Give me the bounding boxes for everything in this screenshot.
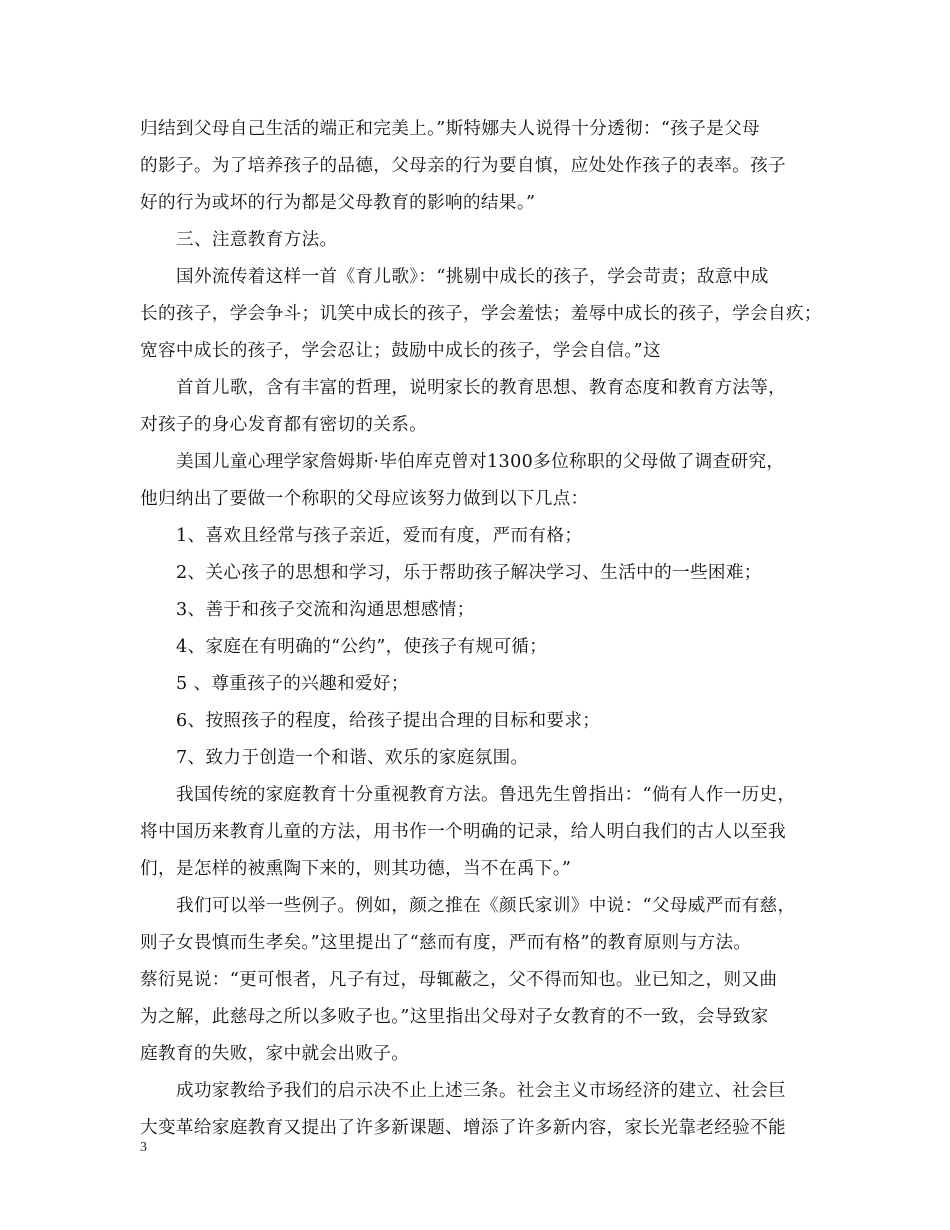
text-line: 他归纳出了要做一个称职的父母应该努力做到以下几点： <box>140 489 589 509</box>
text-line: 我们可以举一些例子。例如，颜之推在《颜氏家训》中说：“父母威严而有慈， <box>176 896 796 916</box>
list-item: 3、善于和孩子交流和沟通思想感情； <box>176 600 475 620</box>
list-item: 7、致力于创造一个和谐、欢乐的家庭氛围。 <box>176 748 529 768</box>
text-line: 将中国历来教育儿童的方法，用书作一个明确的记录，给人明白我们的古人以至我 <box>140 822 786 842</box>
text-line: 长的孩子，学会争斗；讥笑中成长的孩子，学会羞怯；羞辱中成长的孩子，学会自疚； <box>140 304 822 324</box>
text-line: 首首儿歌，含有丰富的哲理，说明家长的教育思想、教育态度和教育方法等， <box>176 378 787 398</box>
text-line: 宽容中成长的孩子，学会忍让；鼓励中成长的孩子，学会自信。”这 <box>140 341 661 361</box>
text-line: 的影子。为了培养孩子的品德，父母亲的行为要自慎，应处处作孩子的表率。孩子 <box>140 156 786 176</box>
text-line: 则子女畏慎而生孝矣。”这里提出了“慈而有度，严而有格”的教育原则与方法。 <box>140 933 752 953</box>
section-heading: 三、注意教育方法。 <box>176 230 338 250</box>
text-line: 归结到父母自己生活的端正和完美上。”斯特娜夫人说得十分透彻：“孩子是父母 <box>140 119 760 139</box>
list-item: 2、关心孩子的思想和学习，乐于帮助孩子解决学习、生活中的一些困难； <box>176 563 762 583</box>
text-line: 为之解，此慈母之所以多败子也。”这里指出父母对子女教育的不一致，会导致家 <box>140 1007 769 1027</box>
text-line: 美国儿童心理学家詹姆斯·毕伯库克曾对1300多位称职的父母做了调查研究， <box>176 452 785 472</box>
text-line: 蔡衍晃说：“更可恨者，凡子有过，母辄蔽之，父不得而知也。业已知之，则又曲 <box>140 970 778 990</box>
page-number: 3 <box>140 1140 147 1155</box>
list-item: 1、喜欢且经常与孩子亲近，爱而有度，严而有格； <box>176 526 583 546</box>
list-item: 5 、尊重孩子的兴趣和爱好； <box>176 674 409 694</box>
text-line: 国外流传着这样一首《育儿歌》：“挑剔中成长的孩子，学会苛责；敌意中成 <box>176 267 769 287</box>
text-line: 成功家教给予我们的启示决不止上述三条。社会主义市场经济的建立、社会巨 <box>176 1081 787 1101</box>
text-line: 大变革给家庭教育又提出了许多新课题、增添了许多新内容，家长光靠老经验不能 <box>140 1118 786 1138</box>
text-line: 庭教育的失败，家中就会出败子。 <box>140 1044 410 1064</box>
text-line: 们，是怎样的被熏陶下来的，则其功德，当不在禹下。” <box>140 859 572 879</box>
list-item: 4、家庭在有明确的“公约”，使孩子有规可循； <box>176 637 548 657</box>
text-line: 我国传统的家庭教育十分重视教育方法。鲁迅先生曾指出：“倘有人作一历史， <box>176 785 796 805</box>
text-line: 对孩子的身心发育都有密切的关系。 <box>140 415 428 435</box>
text-line: 好的行为或坏的行为都是父母教育的影响的结果。” <box>140 193 536 213</box>
list-item: 6、按照孩子的程度，给孩子提出合理的目标和要求； <box>176 711 601 731</box>
